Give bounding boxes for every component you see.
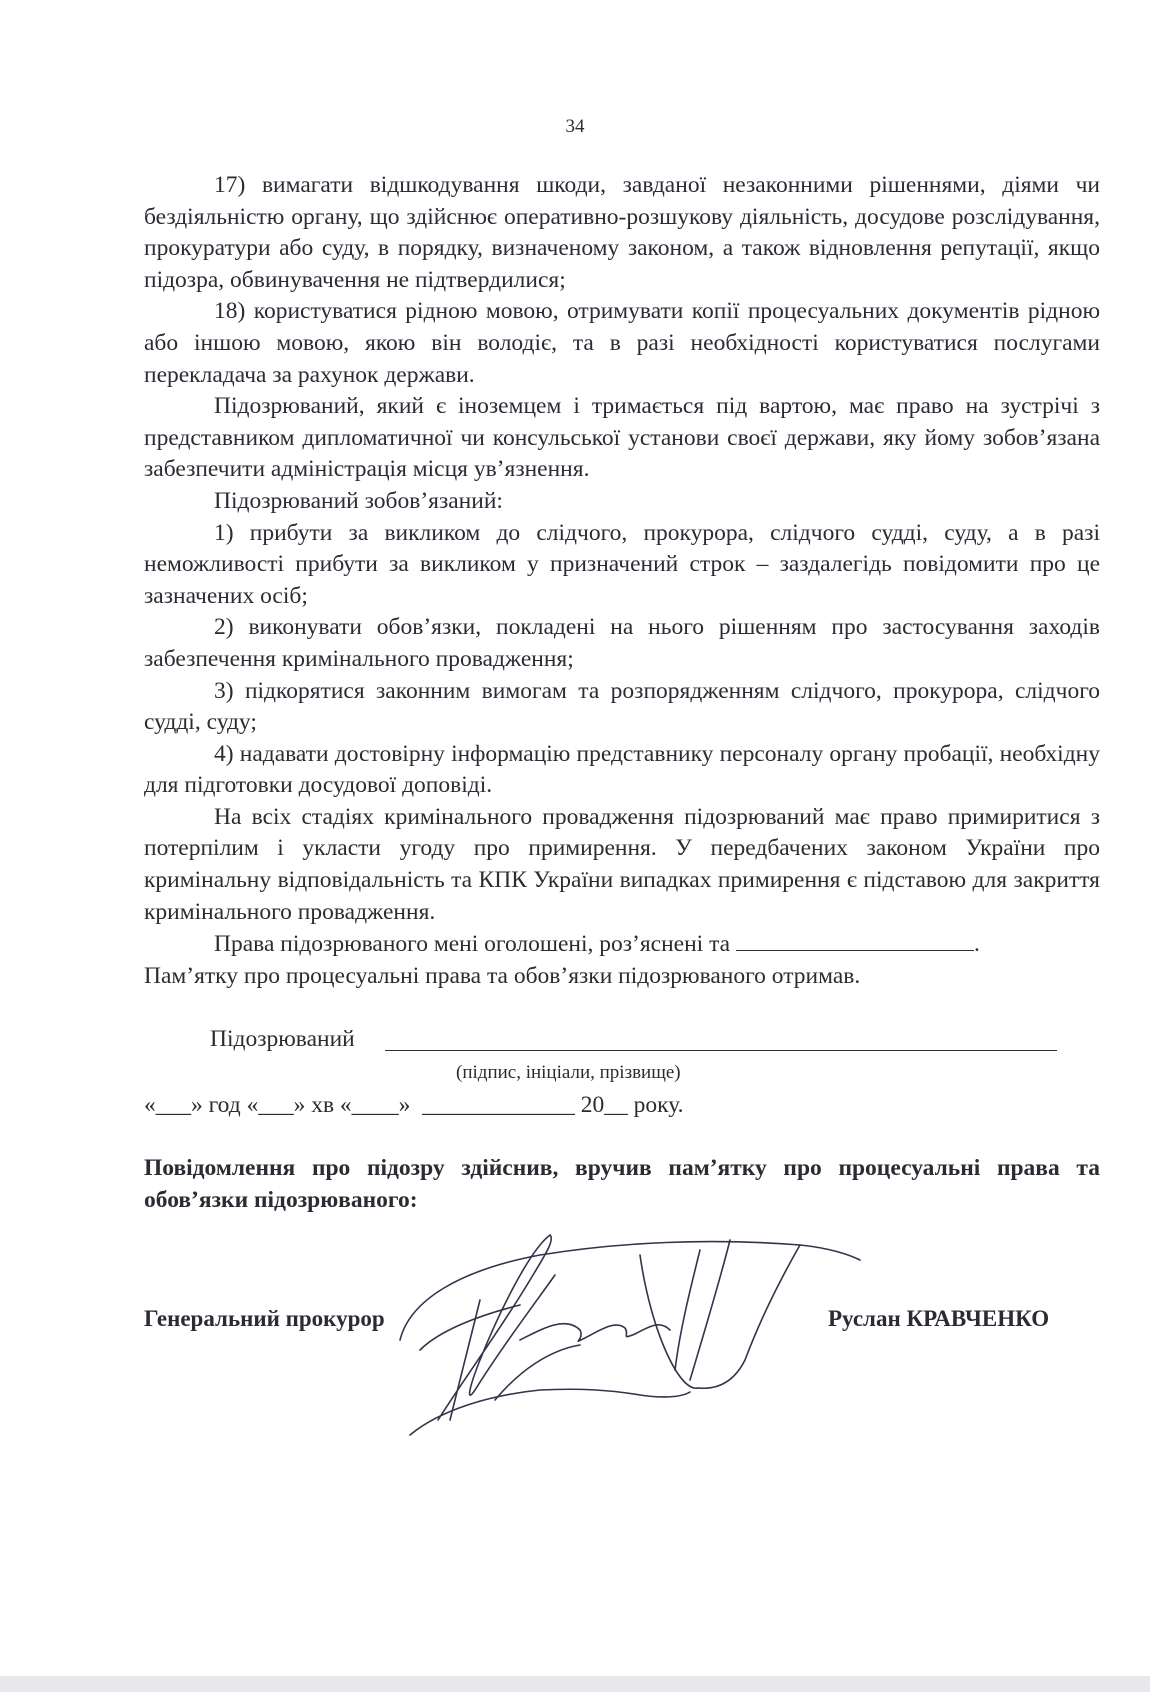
signature-caption: (підпис, ініціали, прізвище): [456, 1062, 681, 1083]
handwritten-signature: [380, 1220, 880, 1450]
suspect-label: Підозрюваний: [210, 1026, 355, 1052]
suspect-signature-line: [385, 1050, 1057, 1051]
scan-edge: [0, 1676, 1150, 1692]
paragraph: 4) надавати достовірну інформацію представнику персоналу органу пробації, необхідну для підготовки досудової доповіді.: [144, 740, 1100, 799]
paragraph: 3) підкорятися законним вимогам та розпорядженням слідчого, прокурора, слідчого судді, суду;: [144, 677, 1100, 736]
rights-paragraph: Права підозрюваного мені оголошені, роз’яснені та .: [144, 928, 1100, 961]
date-line: «___» год «___» хв «____» _____________ 20__ року.: [144, 1092, 684, 1118]
page-number: 34: [565, 116, 585, 137]
paragraph: 18) користуватися рідною мовою, отримувати копії процесуальних документів рідною або іншою мовою, якою він володіє, та в разі необхідності користуватися послугами перекладача за рахунок держави.: [144, 298, 1100, 388]
rights-blank: [736, 928, 974, 951]
paragraph: 1) прибути за викликом до слідчого, прокурора, слідчого судді, суду, а в разі неможливості прибути за викликом у призначений строк – заздалегідь повідомити про це зазначених осіб;: [144, 519, 1100, 609]
signatory-role: Генеральний прокурор: [144, 1306, 385, 1331]
paragraph: 17) вимагати відшкодування шкоди, завданої незаконними рішеннями, діями чи бездіяльністю органу, що здійснює оперативно-розшукову діяльність, досудове розслідування, прокуратури або суду, в порядку, визначеному законом, а також відновлення репутації, якщо підозра, обвинувачення не підтвердилися;: [144, 172, 1100, 293]
memo-paragraph: Пам’ятку про процесуальні права та обов’язки підозрюваного отримав.: [144, 962, 861, 989]
body-text: [144, 170, 1100, 992]
paragraph: Підозрюваний зобов’язаний:: [214, 487, 503, 514]
paragraph: 2) виконувати обов’язки, покладені на нього рішенням про застосування заходів забезпечення кримінального провадження;: [144, 614, 1100, 672]
paragraph: Підозрюваний, який є іноземцем і тримається під вартою, має право на зустрічі з представником дипломатичної чи консульської установи своєї держави, яку йому зобов’язана забезпечити адміністрація місця ув’язнення.: [144, 393, 1100, 483]
signatory-name: Руслан КРАВЧЕНКО: [828, 1306, 1050, 1331]
rights-line: Права підозрюваного мені оголошені, роз’яснені та: [214, 931, 731, 958]
paragraph: На всіх стадіях кримінального провадження підозрюваний має право примиритися з потерпілим і укласти угоду про примирення. У передбачених законом України про кримінальну відповідальність та КПК України випадках примирення є підставою для закриття кримінального провадження.: [144, 803, 1100, 925]
notice-text: Повідомлення про підозру здійснив, вручив пам’ятку про процесуальні права та обов’язки підозрюваного:: [144, 1155, 1100, 1213]
